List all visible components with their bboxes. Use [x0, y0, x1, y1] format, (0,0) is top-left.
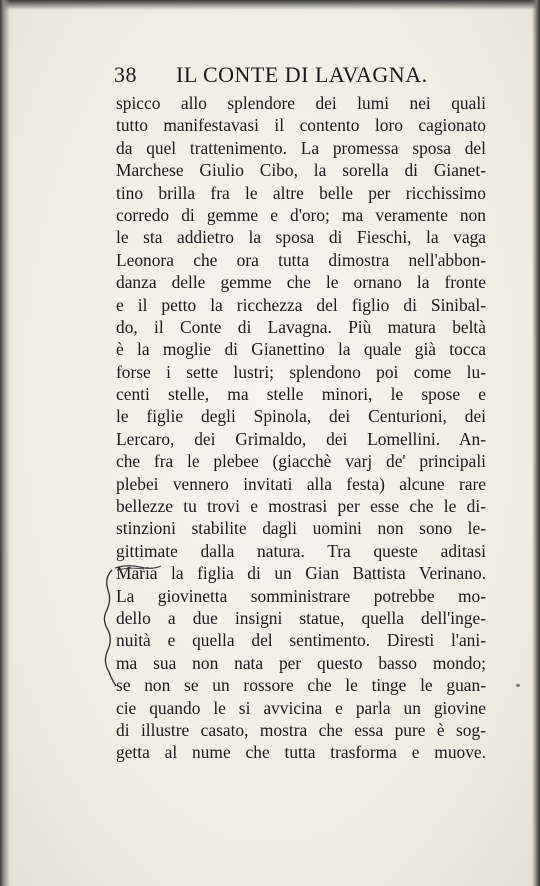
text-line: danza delle gemme che le ornano la fronte: [116, 272, 486, 293]
running-title: IL CONTE DI LAVAGNA.: [176, 62, 428, 87]
text-line: plebei vennero invitati alla festa) alcune rare: [116, 473, 486, 494]
text-line: che fra le plebee (giacchè varj de' principali: [116, 451, 486, 472]
page-shadow-right: [532, 0, 540, 886]
text-line: do, il Conte di Lavagna. Più matura beltà: [116, 316, 486, 337]
text-line: getta al nume che tutta trasforma e muove.: [116, 742, 486, 763]
text-line: centi stelle, ma stelle minori, le spose e: [116, 384, 486, 405]
page-number: 38: [114, 62, 137, 87]
text-line: dello a due insigni statue, quella dell'inge-: [116, 607, 486, 628]
text-line: di illustre casato, mostra che essa pure è sog-: [116, 719, 486, 740]
text-line: se non se un rossore che le tinge le guan-: [116, 675, 486, 696]
text-line: è la moglie di Gianettino la quale già tocca: [116, 339, 486, 360]
body-text: [116, 92, 486, 764]
text-line: Leonora che ora tutta dimostra nell'abbon-: [116, 249, 486, 270]
text-line: e il petto la ricchezza del figlio di Sinibal-: [116, 294, 486, 315]
paper-speck: [516, 684, 520, 687]
text-line: spicco allo splendore dei lumi nei quali: [116, 93, 486, 113]
text-line: bellezze tu trovi e mostrasi per esse che le di-: [116, 496, 486, 517]
page-header: [114, 62, 428, 92]
handwritten-underline-mark: [114, 562, 162, 572]
text-line: le figlie degli Spinola, dei Centurioni, dei: [116, 406, 486, 427]
text-line: corredo di gemme e d'oro; ma veramente non: [116, 204, 486, 225]
text-line: tutto manifestavasi il contento loro cagionato: [116, 115, 486, 136]
text-line: forse i sette lustri; splendono poi come lu-: [116, 361, 486, 382]
text-line: Marchese Giulio Cibo, la sorella di Gianet-: [116, 160, 486, 181]
text-line: gittimate dalla natura. Tra queste aditasi: [116, 540, 486, 561]
handwritten-margin-bracket: [100, 568, 120, 688]
text-line: ma sua non nata per questo basso mondo;: [116, 652, 486, 673]
text-line: stinzioni stabilite dagli uomini non sono le-: [116, 518, 486, 539]
text-line: da quel trattenimento. La promessa sposa del: [116, 137, 486, 158]
text-line: Maria la figlia di un Gian Battista Verinano.: [116, 563, 486, 584]
text-line: La giovinetta somministrare potrebbe mo-: [116, 585, 486, 606]
text-line: cie quando le si avvicina e parla un giovine: [116, 697, 486, 718]
page-shadow-top: [0, 0, 540, 10]
text-line: Lercaro, dei Grimaldo, dei Lomellini. An-: [116, 428, 486, 449]
text-line: le sta addietro la sposa di Fieschi, la vaga: [116, 227, 486, 248]
text-line: tino brilla fra le altre belle per ricchissimo: [116, 182, 486, 203]
text-line: nuità e quella del sentimento. Diresti l'ani-: [116, 630, 486, 651]
page-shadow-left: [0, 0, 10, 886]
